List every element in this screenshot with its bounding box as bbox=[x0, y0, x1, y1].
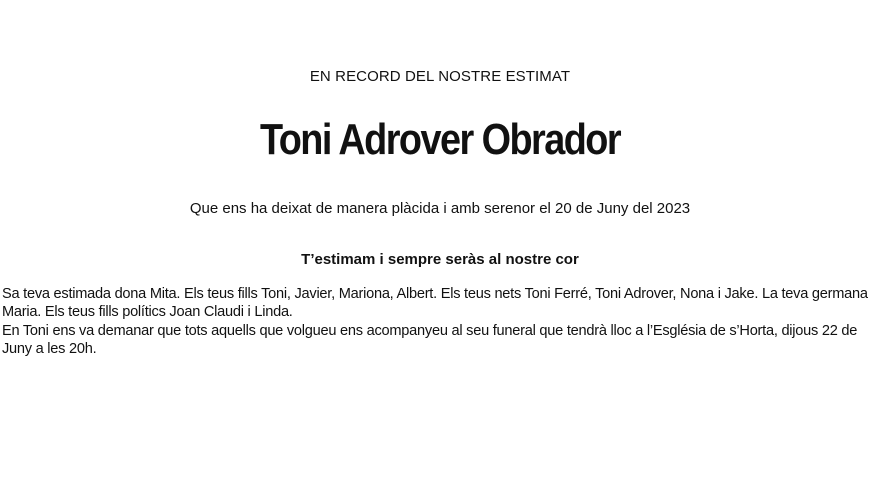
passing-statement: Que ens ha deixat de manera plàcida i amb serenor el 20 de Juny del 2023 bbox=[189, 200, 691, 217]
family-paragraph: Sa teva estimada dona Mita. Els teus fills Toni, Javier, Mariona, Albert. Els teus nets Toni Ferré, Toni Adrover, Nona i Jake. La teva germana Maria. Els teus fills polítics Joan Claudi i Linda. bbox=[2, 286, 868, 321]
deceased-name: Toni Adrover Obrador bbox=[259, 115, 621, 164]
notice-header: EN RECORD DEL NOSTRE ESTIMAT bbox=[309, 68, 571, 85]
funeral-paragraph: En Toni ens va demanar que tots aquells que volgueu ens acompanyeu al seu funeral que tendrà lloc a l’Església de s’Horta, dijous 22 de Juny a les 20h. bbox=[2, 322, 858, 357]
memorial-motto: T’estimam i sempre seràs al nostre cor bbox=[301, 251, 579, 268]
notice-body bbox=[2, 285, 878, 358]
